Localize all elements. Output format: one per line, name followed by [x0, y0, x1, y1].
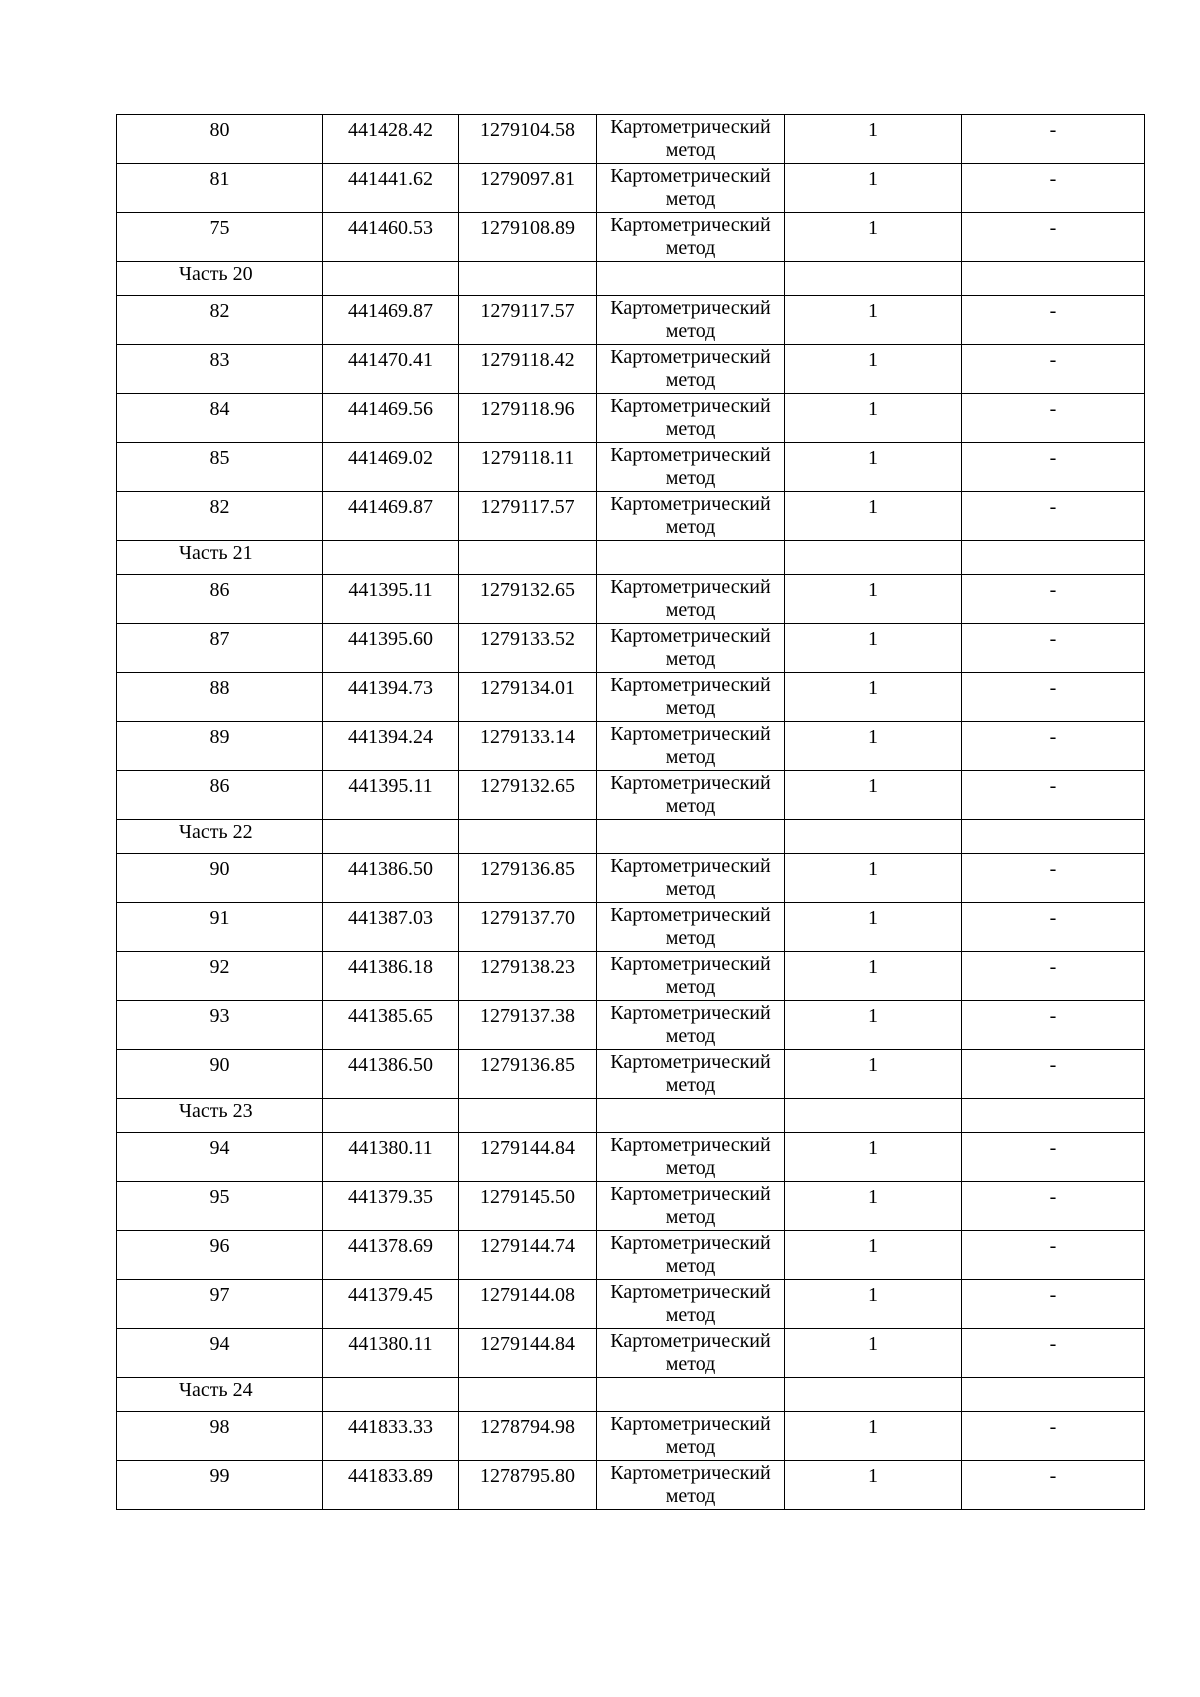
- table-row: [117, 771, 1145, 820]
- method-line-2: метод: [665, 369, 716, 391]
- point-number-cell: 83: [117, 345, 323, 394]
- method-line-1: Картометрический: [610, 346, 771, 368]
- precision-cell: 1: [785, 722, 962, 771]
- note-cell: -: [962, 443, 1145, 492]
- table-row: [117, 1182, 1145, 1231]
- part-label: Часть 20: [117, 262, 323, 296]
- y-coordinate-cell: 1279117.57: [459, 492, 597, 541]
- method-cell: [597, 771, 785, 820]
- table-row: [117, 1461, 1145, 1510]
- empty-cell: [962, 1099, 1145, 1133]
- method-cell: [597, 854, 785, 903]
- method-line-1: Картометрический: [610, 444, 771, 466]
- empty-cell: [785, 541, 962, 575]
- note-cell: -: [962, 115, 1145, 164]
- x-coordinate-cell: 441385.65: [323, 1001, 459, 1050]
- method-line-1: Картометрический: [610, 395, 771, 417]
- point-number-cell: 94: [117, 1329, 323, 1378]
- table-row: [117, 903, 1145, 952]
- point-number-cell: 93: [117, 1001, 323, 1050]
- note-cell: -: [962, 213, 1145, 262]
- method-line-1: Картометрический: [610, 1330, 771, 1352]
- y-coordinate-cell: 1279136.85: [459, 854, 597, 903]
- table-row: [117, 1329, 1145, 1378]
- note-cell: -: [962, 673, 1145, 722]
- method-line-1: Картометрический: [610, 904, 771, 926]
- empty-cell: [962, 541, 1145, 575]
- precision-cell: 1: [785, 624, 962, 673]
- empty-cell: [785, 820, 962, 854]
- x-coordinate-cell: 441378.69: [323, 1231, 459, 1280]
- table-row: [117, 1050, 1145, 1099]
- point-number-cell: 98: [117, 1412, 323, 1461]
- point-number-cell: 84: [117, 394, 323, 443]
- method-line-1: Картометрический: [610, 772, 771, 794]
- method-cell: [597, 115, 785, 164]
- precision-cell: 1: [785, 394, 962, 443]
- point-number-cell: 82: [117, 492, 323, 541]
- method-cell: [597, 1182, 785, 1231]
- part-label: Часть 22: [117, 820, 323, 854]
- point-number-cell: 97: [117, 1280, 323, 1329]
- y-coordinate-cell: 1279144.84: [459, 1329, 597, 1378]
- table-row: [117, 854, 1145, 903]
- part-label: Часть 23: [117, 1099, 323, 1133]
- note-cell: -: [962, 345, 1145, 394]
- point-number-cell: 99: [117, 1461, 323, 1510]
- y-coordinate-cell: 1279132.65: [459, 575, 597, 624]
- empty-cell: [962, 262, 1145, 296]
- x-coordinate-cell: 441380.11: [323, 1133, 459, 1182]
- method-line-2: метод: [665, 188, 716, 210]
- note-cell: -: [962, 722, 1145, 771]
- method-cell: [597, 1412, 785, 1461]
- empty-cell: [785, 1099, 962, 1133]
- x-coordinate-cell: 441428.42: [323, 115, 459, 164]
- y-coordinate-cell: 1278795.80: [459, 1461, 597, 1510]
- x-coordinate-cell: 441833.89: [323, 1461, 459, 1510]
- method-cell: [597, 394, 785, 443]
- empty-cell: [323, 1378, 459, 1412]
- point-number-cell: 88: [117, 673, 323, 722]
- note-cell: -: [962, 394, 1145, 443]
- x-coordinate-cell: 441394.24: [323, 722, 459, 771]
- method-line-2: метод: [665, 237, 716, 259]
- method-line-2: метод: [665, 976, 716, 998]
- method-cell: [597, 722, 785, 771]
- y-coordinate-cell: 1279118.96: [459, 394, 597, 443]
- table-row: [117, 492, 1145, 541]
- method-cell: [597, 345, 785, 394]
- note-cell: -: [962, 492, 1145, 541]
- empty-cell: [962, 820, 1145, 854]
- part-label: Часть 24: [117, 1378, 323, 1412]
- method-line-2: метод: [665, 599, 716, 621]
- method-line-1: Картометрический: [610, 1002, 771, 1024]
- empty-cell: [459, 262, 597, 296]
- x-coordinate-cell: 441379.35: [323, 1182, 459, 1231]
- y-coordinate-cell: 1279133.52: [459, 624, 597, 673]
- table-row: [117, 952, 1145, 1001]
- x-coordinate-cell: 441470.41: [323, 345, 459, 394]
- note-cell: -: [962, 1050, 1145, 1099]
- method-line-2: метод: [665, 516, 716, 538]
- method-cell: [597, 1231, 785, 1280]
- point-number-cell: 86: [117, 575, 323, 624]
- empty-cell: [785, 1378, 962, 1412]
- note-cell: -: [962, 1133, 1145, 1182]
- point-number-cell: 81: [117, 164, 323, 213]
- y-coordinate-cell: 1279145.50: [459, 1182, 597, 1231]
- method-line-2: метод: [665, 1255, 716, 1277]
- method-line-1: Картометрический: [610, 625, 771, 647]
- point-number-cell: 95: [117, 1182, 323, 1231]
- method-line-2: метод: [665, 1025, 716, 1047]
- y-coordinate-cell: 1279137.70: [459, 903, 597, 952]
- method-line-1: Картометрический: [610, 165, 771, 187]
- part-label: Часть 21: [117, 541, 323, 575]
- y-coordinate-cell: 1279144.08: [459, 1280, 597, 1329]
- precision-cell: 1: [785, 296, 962, 345]
- method-line-1: Картометрический: [610, 1134, 771, 1156]
- x-coordinate-cell: 441386.50: [323, 1050, 459, 1099]
- method-line-1: Картометрический: [610, 855, 771, 877]
- part-header-row: [117, 1099, 1145, 1133]
- note-cell: -: [962, 296, 1145, 345]
- y-coordinate-cell: 1279133.14: [459, 722, 597, 771]
- table-row: [117, 394, 1145, 443]
- note-cell: -: [962, 903, 1145, 952]
- table-row: [117, 575, 1145, 624]
- method-line-2: метод: [665, 139, 716, 161]
- point-number-cell: 85: [117, 443, 323, 492]
- method-line-2: метод: [665, 697, 716, 719]
- table-row: [117, 345, 1145, 394]
- method-line-1: Картометрический: [610, 1051, 771, 1073]
- note-cell: -: [962, 1461, 1145, 1510]
- y-coordinate-cell: 1279104.58: [459, 115, 597, 164]
- empty-cell: [962, 1378, 1145, 1412]
- method-cell: [597, 213, 785, 262]
- point-number-cell: 96: [117, 1231, 323, 1280]
- y-coordinate-cell: 1279144.74: [459, 1231, 597, 1280]
- empty-cell: [459, 1099, 597, 1133]
- precision-cell: 1: [785, 1182, 962, 1231]
- note-cell: -: [962, 1231, 1145, 1280]
- precision-cell: 1: [785, 575, 962, 624]
- table-row: [117, 673, 1145, 722]
- y-coordinate-cell: 1279144.84: [459, 1133, 597, 1182]
- x-coordinate-cell: 441395.11: [323, 575, 459, 624]
- table-row: [117, 1412, 1145, 1461]
- method-line-2: метод: [665, 927, 716, 949]
- method-cell: [597, 1329, 785, 1378]
- method-cell: [597, 1001, 785, 1050]
- table-row: [117, 443, 1145, 492]
- empty-cell: [459, 1378, 597, 1412]
- y-coordinate-cell: 1279108.89: [459, 213, 597, 262]
- y-coordinate-cell: 1278794.98: [459, 1412, 597, 1461]
- note-cell: -: [962, 1329, 1145, 1378]
- point-number-cell: 91: [117, 903, 323, 952]
- coordinates-table: [116, 114, 1145, 1510]
- y-coordinate-cell: 1279134.01: [459, 673, 597, 722]
- empty-cell: [323, 541, 459, 575]
- empty-cell: [597, 820, 785, 854]
- x-coordinate-cell: 441469.87: [323, 296, 459, 345]
- x-coordinate-cell: 441387.03: [323, 903, 459, 952]
- precision-cell: 1: [785, 903, 962, 952]
- method-cell: [597, 1133, 785, 1182]
- precision-cell: 1: [785, 345, 962, 394]
- method-cell: [597, 296, 785, 345]
- x-coordinate-cell: 441386.18: [323, 952, 459, 1001]
- method-cell: [597, 1461, 785, 1510]
- method-line-2: метод: [665, 1353, 716, 1375]
- y-coordinate-cell: 1279137.38: [459, 1001, 597, 1050]
- point-number-cell: 89: [117, 722, 323, 771]
- precision-cell: 1: [785, 1231, 962, 1280]
- precision-cell: 1: [785, 952, 962, 1001]
- table-row: [117, 1001, 1145, 1050]
- method-line-1: Картометрический: [610, 214, 771, 236]
- note-cell: -: [962, 624, 1145, 673]
- empty-cell: [597, 1099, 785, 1133]
- method-line-1: Картометрический: [610, 1183, 771, 1205]
- table-row: [117, 1231, 1145, 1280]
- precision-cell: 1: [785, 673, 962, 722]
- method-line-2: метод: [665, 1074, 716, 1096]
- precision-cell: 1: [785, 213, 962, 262]
- method-cell: [597, 903, 785, 952]
- method-line-2: метод: [665, 1157, 716, 1179]
- method-line-2: метод: [665, 878, 716, 900]
- note-cell: -: [962, 854, 1145, 903]
- point-number-cell: 87: [117, 624, 323, 673]
- point-number-cell: 75: [117, 213, 323, 262]
- y-coordinate-cell: 1279118.11: [459, 443, 597, 492]
- precision-cell: 1: [785, 492, 962, 541]
- precision-cell: 1: [785, 1001, 962, 1050]
- method-line-1: Картометрический: [610, 674, 771, 696]
- part-header-row: [117, 1378, 1145, 1412]
- precision-cell: 1: [785, 1050, 962, 1099]
- y-coordinate-cell: 1279138.23: [459, 952, 597, 1001]
- x-coordinate-cell: 441379.45: [323, 1280, 459, 1329]
- y-coordinate-cell: 1279097.81: [459, 164, 597, 213]
- precision-cell: 1: [785, 1133, 962, 1182]
- y-coordinate-cell: 1279117.57: [459, 296, 597, 345]
- x-coordinate-cell: 441441.62: [323, 164, 459, 213]
- precision-cell: 1: [785, 164, 962, 213]
- method-cell: [597, 1050, 785, 1099]
- method-line-2: метод: [665, 1304, 716, 1326]
- precision-cell: 1: [785, 854, 962, 903]
- note-cell: -: [962, 164, 1145, 213]
- method-line-2: метод: [665, 467, 716, 489]
- note-cell: -: [962, 771, 1145, 820]
- x-coordinate-cell: 441386.50: [323, 854, 459, 903]
- precision-cell: 1: [785, 771, 962, 820]
- empty-cell: [597, 1378, 785, 1412]
- method-cell: [597, 624, 785, 673]
- table-row: [117, 296, 1145, 345]
- method-cell: [597, 492, 785, 541]
- precision-cell: 1: [785, 1461, 962, 1510]
- empty-cell: [459, 820, 597, 854]
- method-line-2: метод: [665, 1436, 716, 1458]
- table-row: [117, 115, 1145, 164]
- method-line-2: метод: [665, 418, 716, 440]
- precision-cell: 1: [785, 1280, 962, 1329]
- empty-cell: [785, 262, 962, 296]
- method-cell: [597, 443, 785, 492]
- method-line-1: Картометрический: [610, 723, 771, 745]
- point-number-cell: 82: [117, 296, 323, 345]
- method-line-1: Картометрический: [610, 1232, 771, 1254]
- x-coordinate-cell: 441460.53: [323, 213, 459, 262]
- table-row: [117, 722, 1145, 771]
- method-cell: [597, 575, 785, 624]
- x-coordinate-cell: 441469.87: [323, 492, 459, 541]
- empty-cell: [597, 541, 785, 575]
- precision-cell: 1: [785, 1412, 962, 1461]
- method-line-1: Картометрический: [610, 576, 771, 598]
- precision-cell: 1: [785, 443, 962, 492]
- table-row: [117, 164, 1145, 213]
- method-line-2: метод: [665, 1485, 716, 1507]
- x-coordinate-cell: 441833.33: [323, 1412, 459, 1461]
- empty-cell: [597, 262, 785, 296]
- point-number-cell: 92: [117, 952, 323, 1001]
- table-row: [117, 624, 1145, 673]
- method-line-1: Картометрический: [610, 493, 771, 515]
- part-header-row: [117, 262, 1145, 296]
- point-number-cell: 80: [117, 115, 323, 164]
- method-line-2: метод: [665, 648, 716, 670]
- method-line-1: Картометрический: [610, 953, 771, 975]
- point-number-cell: 90: [117, 1050, 323, 1099]
- method-cell: [597, 673, 785, 722]
- x-coordinate-cell: 441395.60: [323, 624, 459, 673]
- note-cell: -: [962, 1280, 1145, 1329]
- method-line-1: Картометрический: [610, 116, 771, 138]
- table-row: [117, 1133, 1145, 1182]
- method-line-2: метод: [665, 320, 716, 342]
- part-header-row: [117, 541, 1145, 575]
- precision-cell: 1: [785, 1329, 962, 1378]
- method-line-1: Картометрический: [610, 1462, 771, 1484]
- note-cell: -: [962, 952, 1145, 1001]
- point-number-cell: 90: [117, 854, 323, 903]
- method-line-1: Картометрический: [610, 1413, 771, 1435]
- note-cell: -: [962, 1412, 1145, 1461]
- method-cell: [597, 1280, 785, 1329]
- empty-cell: [323, 1099, 459, 1133]
- coordinates-table-body: [117, 115, 1145, 1510]
- table-row: [117, 213, 1145, 262]
- table-row: [117, 1280, 1145, 1329]
- precision-cell: 1: [785, 115, 962, 164]
- x-coordinate-cell: 441394.73: [323, 673, 459, 722]
- part-header-row: [117, 820, 1145, 854]
- note-cell: -: [962, 1182, 1145, 1231]
- note-cell: -: [962, 575, 1145, 624]
- point-number-cell: 94: [117, 1133, 323, 1182]
- method-line-1: Картометрический: [610, 297, 771, 319]
- x-coordinate-cell: 441380.11: [323, 1329, 459, 1378]
- method-line-2: метод: [665, 795, 716, 817]
- method-line-2: метод: [665, 746, 716, 768]
- y-coordinate-cell: 1279136.85: [459, 1050, 597, 1099]
- x-coordinate-cell: 441469.56: [323, 394, 459, 443]
- y-coordinate-cell: 1279118.42: [459, 345, 597, 394]
- method-cell: [597, 952, 785, 1001]
- x-coordinate-cell: 441395.11: [323, 771, 459, 820]
- method-cell: [597, 164, 785, 213]
- method-line-1: Картометрический: [610, 1281, 771, 1303]
- point-number-cell: 86: [117, 771, 323, 820]
- y-coordinate-cell: 1279132.65: [459, 771, 597, 820]
- method-line-2: метод: [665, 1206, 716, 1228]
- note-cell: -: [962, 1001, 1145, 1050]
- empty-cell: [459, 541, 597, 575]
- empty-cell: [323, 262, 459, 296]
- x-coordinate-cell: 441469.02: [323, 443, 459, 492]
- empty-cell: [323, 820, 459, 854]
